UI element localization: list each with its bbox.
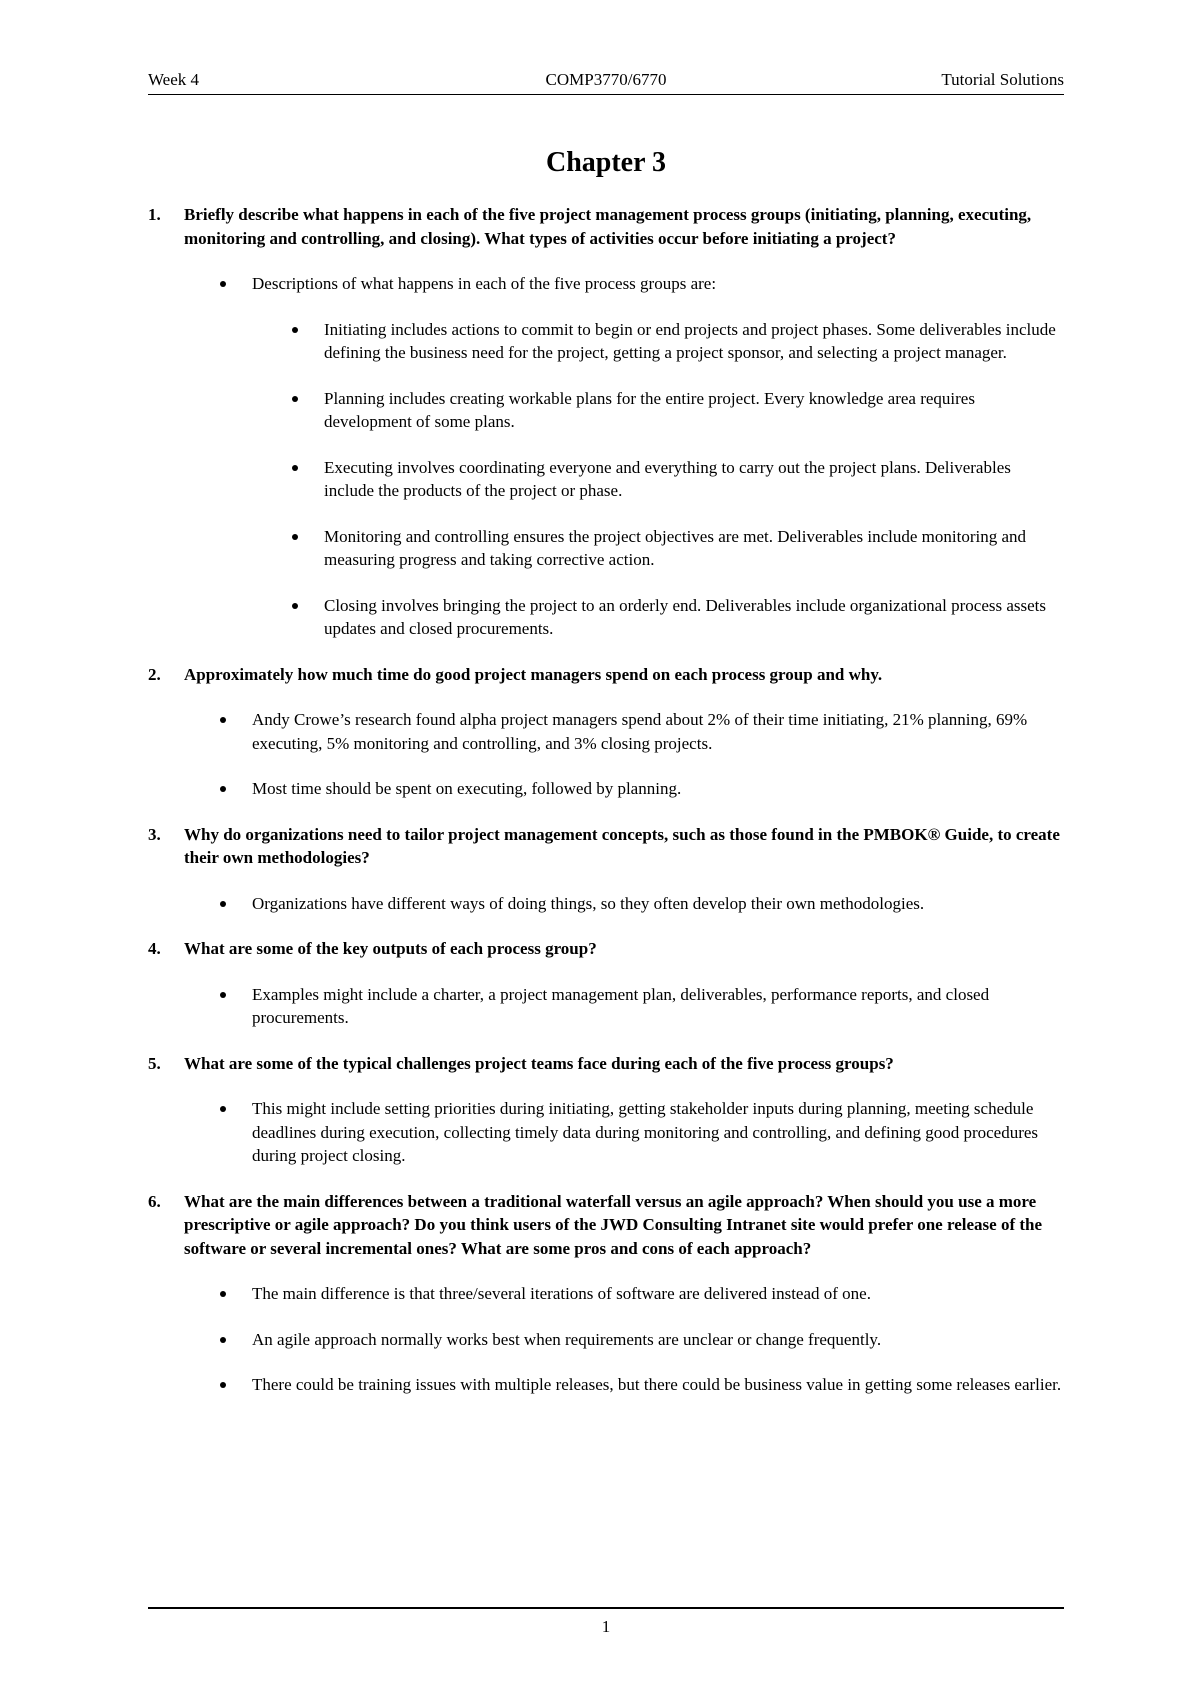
answer-text-content: Andy Crowe’s research found alpha project managers spend about 2% of their time initiating, 21% planning, 69% executing, 5% monitoring and controlling, and 3% closing projects. [252,710,1028,753]
bullet-icon [216,983,252,1030]
question-item [148,823,1064,870]
bullet-icon [288,318,324,365]
bullet-icon [216,892,252,916]
question-number: 3. [148,824,161,844]
answer-text-content: Most time should be spent on executing, followed by planning. [252,779,682,798]
answer-item [216,1373,1064,1397]
page-footer [148,1607,1064,1637]
question-number: 2. [148,664,161,684]
bullet-icon [288,525,324,572]
sub-answer-item [288,318,1064,365]
bullet-icon [216,708,252,755]
answer-list [216,892,1064,916]
question-text: What are some of the typical challenges project teams face during each of the five process groups? [184,1053,894,1073]
bullet-icon [216,1097,252,1168]
sub-answer-list [288,318,1064,641]
header-course-code: COMP3770/6770 [545,70,667,89]
sub-answer-text: Closing involves bringing the project to an orderly end. Deliverables include organizational process assets updates and closed procurements. [324,595,1047,638]
answer-text-content: Organizations have different ways of doing things, so they often develop their own methodologies. [252,893,925,913]
answer-text [252,1282,1064,1306]
question-text: Briefly describe what happens in each of the five project management process groups (initiating, planning, executing, monitoring and controlling, and closing). What types of activities occur before initiating a project? [184,205,1032,248]
answer-text [252,708,1064,755]
bullet-icon [216,777,252,801]
sub-answer-item [288,525,1064,572]
question-number: 1. [148,205,161,224]
answer-list [216,1097,1064,1168]
answer-text [252,983,1064,1030]
page-header [148,70,1064,95]
question-text: Why do organizations need to tailor project management concepts, such as those found in the PMBOK® Guide, to create their own methodologies? [184,824,1060,867]
answer-text-content: This might include setting priorities during initiating, getting stakeholder inputs during planning, meeting schedule deadlines during execution, collecting timely data during monitoring and controlling, and defining good procedures during project closing. [252,1099,1039,1165]
question-text: Approximately how much time do good project managers spend on each process group and why. [184,664,883,684]
answer-item [216,1328,1064,1352]
question-number: 5. [148,1053,161,1073]
answer-item [216,272,1064,641]
answer-text [252,1328,1064,1352]
sub-answer-text: Initiating includes actions to commit to begin or end projects and project phases. Some deliverables include defining the business need for the project, getting a project sponsor, and selecting a project manager. [324,319,1056,362]
page-number: 1 [601,1617,611,1636]
bullet-icon [288,594,324,641]
answer-text-content: Examples might include a charter, a project management plan, deliverables, performance reports, and closed procurements. [252,984,990,1027]
chapter-title: Chapter 3 [545,147,667,178]
answer-list [216,708,1064,801]
answer-text-content: Descriptions of what happens in each of the five process groups are: [252,274,717,293]
answer-text-content: The main difference is that three/several iterations of software are delivered instead of one. [252,1284,871,1303]
question-text: What are the main differences between a traditional waterfall versus an agile approach? When should you use a more prescriptive or agile approach? Do you think users of the JWD Consulting Intranet site would prefer one release of the software or several incremental ones? What are some pros and cons of each approach? [184,1191,1043,1258]
question-item [148,1052,1064,1076]
answer-text-content: An agile approach normally works best when requirements are unclear or change frequently. [252,1329,882,1349]
answer-item [216,1097,1064,1168]
sub-answer-text: Planning includes creating workable plans for the entire project. Every knowledge area requires development of some plans. [324,388,975,431]
header-week: Week 4 [148,70,200,89]
answer-item [216,983,1064,1030]
question-item [148,203,1064,250]
answer-item [216,1282,1064,1306]
bullet-icon [288,387,324,434]
answer-list [216,983,1064,1030]
answer-text [252,1373,1064,1397]
answer-item [216,708,1064,755]
answer-text [252,777,1064,801]
bullet-icon [216,1282,252,1306]
question-number: 4. [148,939,161,958]
question-number: 6. [148,1191,161,1211]
sub-answer-item [288,456,1064,503]
question-item [148,663,1064,687]
bullet-icon [216,1373,252,1397]
header-doc-type: Tutorial Solutions [941,70,1064,89]
answer-text [252,1097,1064,1168]
question-item [148,937,1064,961]
answer-list [216,272,1064,641]
sub-answer-text: Executing involves coordinating everyone and everything to carry out the project plans. Deliverables include the products of the project or phase. [324,457,1011,500]
question-item [148,1190,1064,1261]
question-text: What are some of the key outputs of each process group? [184,939,597,958]
sub-answer-item [288,387,1064,434]
bullet-icon [216,1328,252,1352]
answer-list [216,1282,1064,1397]
answer-item [216,892,1064,916]
sub-answer-item [288,594,1064,641]
question-list [148,203,1064,1397]
bullet-icon [288,456,324,503]
sub-answer-text: Monitoring and controlling ensures the project objectives are met. Deliverables include monitoring and measuring progress and taking corrective action. [324,526,1026,569]
answer-item [216,777,1064,801]
answer-text [252,272,1064,641]
answer-text [252,892,1064,916]
answer-text-content: There could be training issues with multiple releases, but there could be business value in getting some releases earlier. [252,1375,1062,1394]
bullet-icon [216,272,252,641]
